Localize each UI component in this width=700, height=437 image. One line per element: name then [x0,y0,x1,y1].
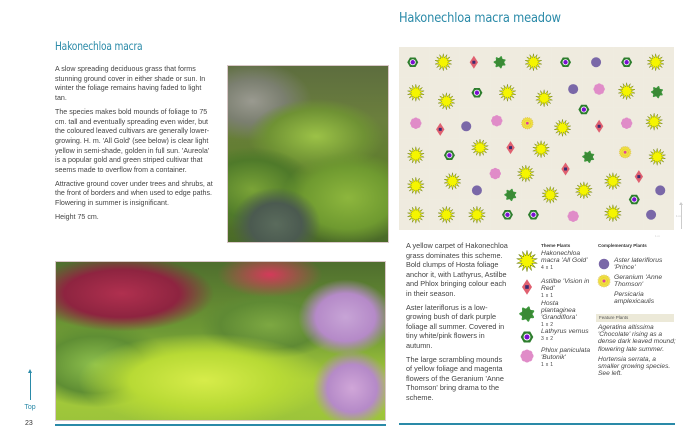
scheme-paragraph: Aster lateriflorus is a low-growing bush of dark purple foliage all summer. Covered in tiny white/pink flowers in autumn. [406,302,505,350]
hakonechloa-star-icon [469,206,486,223]
feature-paragraph: Ageratina altissima 'Chocolate' rising as a dense dark leaved mound; flowering late summer. [598,324,676,353]
aster-circle-icon [461,121,471,131]
hosta-pinwheel-icon [582,151,594,163]
legend-item-astilbe [518,278,599,299]
hosta-pinwheel-icon [494,56,506,68]
feature-plants-text [598,324,676,380]
astilbe-diamond-icon [561,163,569,176]
legend-name: Hosta plantaginea 'Grandiflora' [541,300,577,321]
grass-path-photo [227,65,389,243]
lathyrus-hexagon-icon [621,57,632,67]
hakonechloa-star-icon [649,148,666,165]
description-paragraph: A slow spreading deciduous grass that forms stunning ground cover in either shade or sun. In winter the foliage remains having faded to light tan. [55,65,206,103]
hakonechloa-star-icon [646,113,663,130]
hakonechloa-star-icon [605,205,622,222]
legend-name: Geranium 'Anne Thomson' [614,274,663,288]
phlox-flower-icon [593,83,604,94]
hakonechloa-star-icon [472,139,489,156]
hakonechloa-star-icon [408,177,425,194]
scheme-title: Hakonechloa macra meadow [399,11,561,26]
back-to-top-link[interactable] [20,372,40,411]
legend-item-lathyrus [518,328,601,346]
hakonechloa-star-icon [605,173,622,190]
phlox-flower-icon [491,115,502,126]
arrow-up-icon [30,372,31,400]
top-label: Top [24,404,36,411]
astilbe-diamond-icon [635,170,643,183]
aster-circle-icon [568,84,578,94]
legend-item-hosta [517,300,589,328]
legend-symbol [520,349,533,362]
astilbe-diamond-icon [470,56,478,69]
lathyrus-hexagon-icon [407,57,418,67]
lathyrus-hexagon-icon [629,195,640,205]
pink-diamond-icon [518,278,536,296]
border-planting-photo [55,261,386,421]
hakonechloa-star-icon [533,141,550,158]
hakonechloa-star-icon [438,206,455,223]
geranium-sunburst-icon [619,146,631,158]
hakonechloa-star-icon [518,165,535,182]
phlox-flower-icon [410,118,421,129]
scale-line [681,205,682,229]
pink-flower-icon [518,347,536,365]
lathyrus-hexagon-icon [471,88,482,98]
description-paragraph: The species makes bold mounds of foliage to 75 cm. tall and eventually spreading even wider, but the coloured leaved cultivars are generally lower-growing. H. m. 'All Gold' (see below) is clear light yellow in semi-shade, golden in full sun. 'Aureola' is a popular gold and green striped cultivar that seems made to overflow from a container. [55,107,210,175]
legend-symbol [599,259,610,270]
hakonechloa-star-icon [408,147,425,164]
aster-circle-icon [646,210,656,220]
legend-qty: 1 x 2 [541,322,554,328]
hakonechloa-star-icon [536,90,553,107]
legend-name: Lathyrus vernus [541,328,589,335]
hakonechloa-star-icon [444,173,461,190]
hakonechloa-star-icon [499,84,516,101]
legend-item-persicaria [614,291,672,305]
hakonechloa-star-icon [542,186,559,203]
legend-qty: 1 x 1 [541,362,554,368]
phlox-flower-icon [490,168,501,179]
description-text [55,65,215,227]
phlox-flower-icon [567,211,578,222]
astilbe-diamond-icon [506,141,514,154]
legend-symbol [517,250,538,271]
astilbe-diamond-icon [595,120,603,133]
legend-item-aster [598,257,674,271]
scale-label: 1 m [676,214,682,218]
legend-symbol [521,332,534,343]
legend-name: Astilbe 'Vision in Red' [541,278,590,292]
legend-item-phlox [518,347,603,368]
scheme-description [406,241,510,407]
scale-label: 1 m [655,234,661,238]
section-title: Hakonechloa macra [55,39,143,53]
lathyrus-hexagon-icon [528,210,539,220]
legend-name: Hakonechloa macra 'All Gold' [541,250,588,264]
hakonechloa-star-icon [647,54,664,71]
height-text: Height 75 cm. [55,212,99,221]
legend-symbol [519,306,534,321]
aster-circle-icon [655,185,665,195]
astilbe-diamond-icon [436,123,444,136]
yellow-sunburst-icon [597,274,611,288]
hakonechloa-star-icon [435,54,452,71]
legend-qty: 4 x 1 [541,265,554,271]
phlox-flower-icon [621,118,632,129]
legend-name: Persicaria amplexicaulis [614,291,655,305]
description-paragraph: Attractive ground cover under trees and shrubs, at the front of borders and when used to edge paths. Flowering in summer is insignificant. [55,179,213,208]
green-hexagon-icon [518,328,536,346]
scheme-paragraph: A yellow carpet of Hakonechloa grass dominates this scheme. Bold clumps of Hosta foliage anchor it, with Lathyrus, Astilbe and Phlox bringing colour each in their season. [406,241,508,298]
hakonechloa-star-icon [576,182,593,199]
scale-marker [676,202,688,232]
purple-circle-icon [598,258,610,270]
aster-circle-icon [472,185,482,195]
divider-line [55,424,386,426]
page-number: 23 [25,420,33,427]
hakonechloa-star-icon [618,83,635,100]
legend-item-hakonechloa [516,250,599,272]
hakonechloa-star-icon [438,93,455,110]
feature-plants-heading: Feature Plants [599,315,629,320]
planting-plan-symbols [399,47,674,230]
scheme-paragraph: The large scrambling mounds of yellow foliage and magenta flowers of the Geranium 'Anne Thomson' bring drama to the scheme. [406,354,504,402]
hakonechloa-star-icon [408,84,425,101]
hakonechloa-star-icon [525,54,542,71]
green-pinwheel-icon [517,304,537,324]
feature-paragraph: Hortensia serrata, a smaller growing species. See left. [598,355,671,378]
legend-qty: 3 x 2 [541,336,554,342]
legend-symbol [598,274,611,287]
hakonechloa-star-icon [554,119,571,136]
lathyrus-hexagon-icon [560,57,571,67]
legend-item-geranium [597,274,672,288]
aster-circle-icon [591,57,601,67]
lathyrus-hexagon-icon [502,210,513,220]
legend-symbol [522,279,532,295]
complementary-plants-heading: Complementary Plants [598,243,647,248]
lathyrus-hexagon-icon [444,151,455,161]
hosta-pinwheel-icon [504,189,516,201]
hosta-pinwheel-icon [651,86,663,98]
legend-qty: 1 x 1 [541,293,554,299]
legend-name: Phlox paniculata 'Butonik' [541,347,591,361]
hakonechloa-star-icon [408,206,425,223]
divider-line [399,423,675,425]
lathyrus-hexagon-icon [578,105,589,115]
geranium-sunburst-icon [521,117,533,129]
legend-name: Aster lateriflorus 'Prince' [614,257,663,271]
yellow-star-icon [516,250,538,272]
theme-plants-heading: Theme Plants [541,243,571,248]
